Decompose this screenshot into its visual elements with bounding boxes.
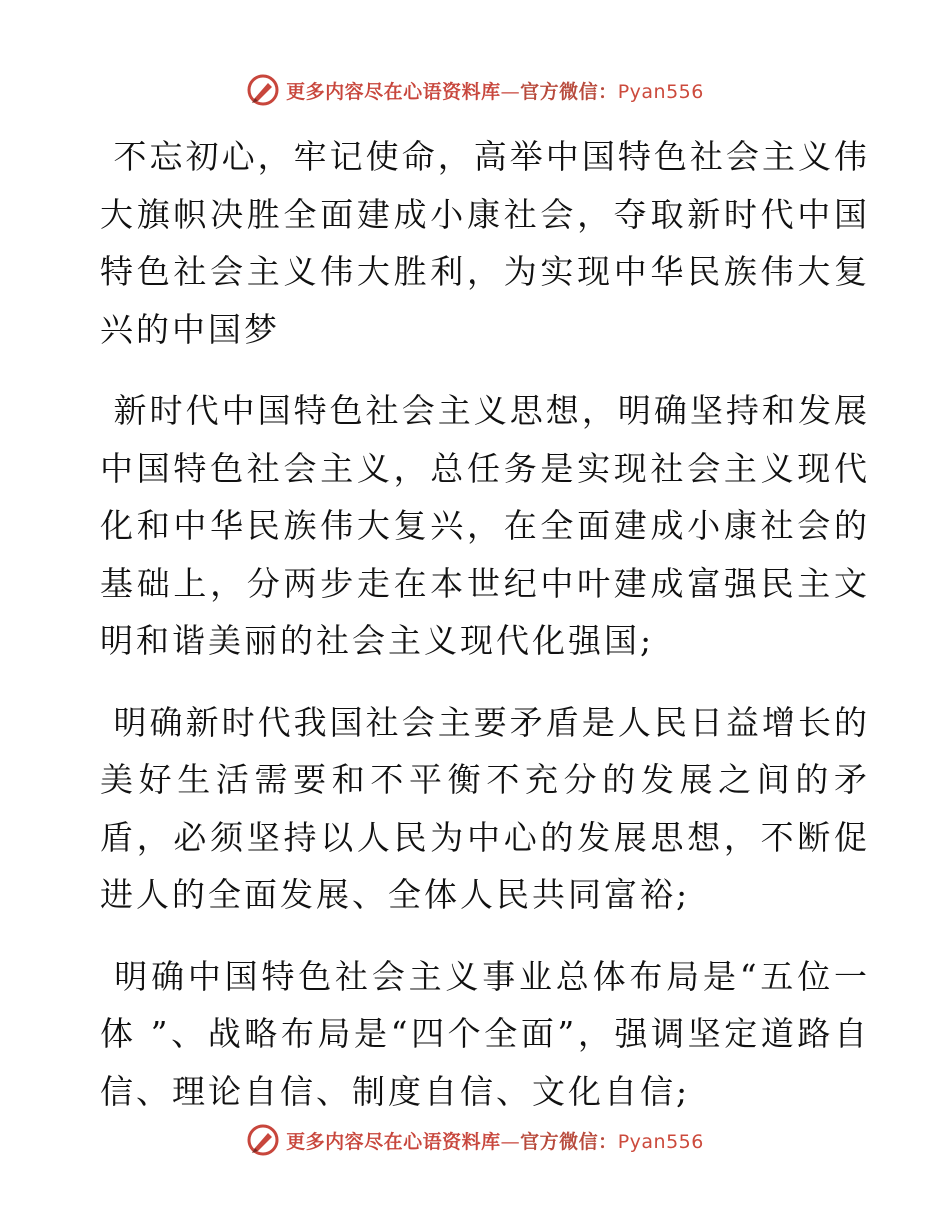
watermark-text <box>286 77 704 104</box>
paragraph-2: 新时代中国特色社会主义思想，明确坚持和发展中国特色社会主义，总任务是实现社会主义现代化和中华民族伟大复兴，在全面建成小康社会的基础上，分两步走在本世纪中叶建成富强民主文明和谐美丽的社会主义现代化强国; <box>100 391 870 660</box>
pen-logo-icon <box>246 73 280 107</box>
pen-logo-icon <box>246 1123 280 1157</box>
watermark-sub: 官方微信： <box>520 80 618 103</box>
paragraph-1: 不忘初心，牢记使命，高举中国特色社会主义伟大旗帜决胜全面建成小康社会，夺取新时代中国特色社会主义伟大胜利，为实现中华民族伟大复兴的中国梦 <box>100 137 870 349</box>
footer-watermark <box>0 1120 950 1160</box>
document-body <box>100 128 870 1144</box>
watermark-sub: 官方微信： <box>520 1130 618 1153</box>
watermark-dash: — <box>500 1130 521 1153</box>
header-watermark <box>0 70 950 110</box>
watermark-dash: — <box>500 80 521 103</box>
paragraph-4: 明确中国特色社会主义事业总体布局是“五位一体 ”、战略布局是“四个全面”，强调坚定道路自信、理论自信、制度自信、文化自信; <box>100 956 871 1111</box>
watermark-main: 更多内容尽在心语资料库 <box>286 1130 501 1153</box>
paragraph-3: 明确新时代我国社会主要矛盾是人民日益增长的美好生活需要和不平衡不充分的发展之间的矛盾，必须坚持以人民为中心的发展思想，不断促进人的全面发展、全体人民共同富裕; <box>100 702 870 914</box>
watermark-id: Pyan556 <box>617 80 704 103</box>
watermark-text <box>286 1127 704 1154</box>
watermark-main: 更多内容尽在心语资料库 <box>286 80 501 103</box>
watermark-id: Pyan556 <box>617 1130 704 1153</box>
